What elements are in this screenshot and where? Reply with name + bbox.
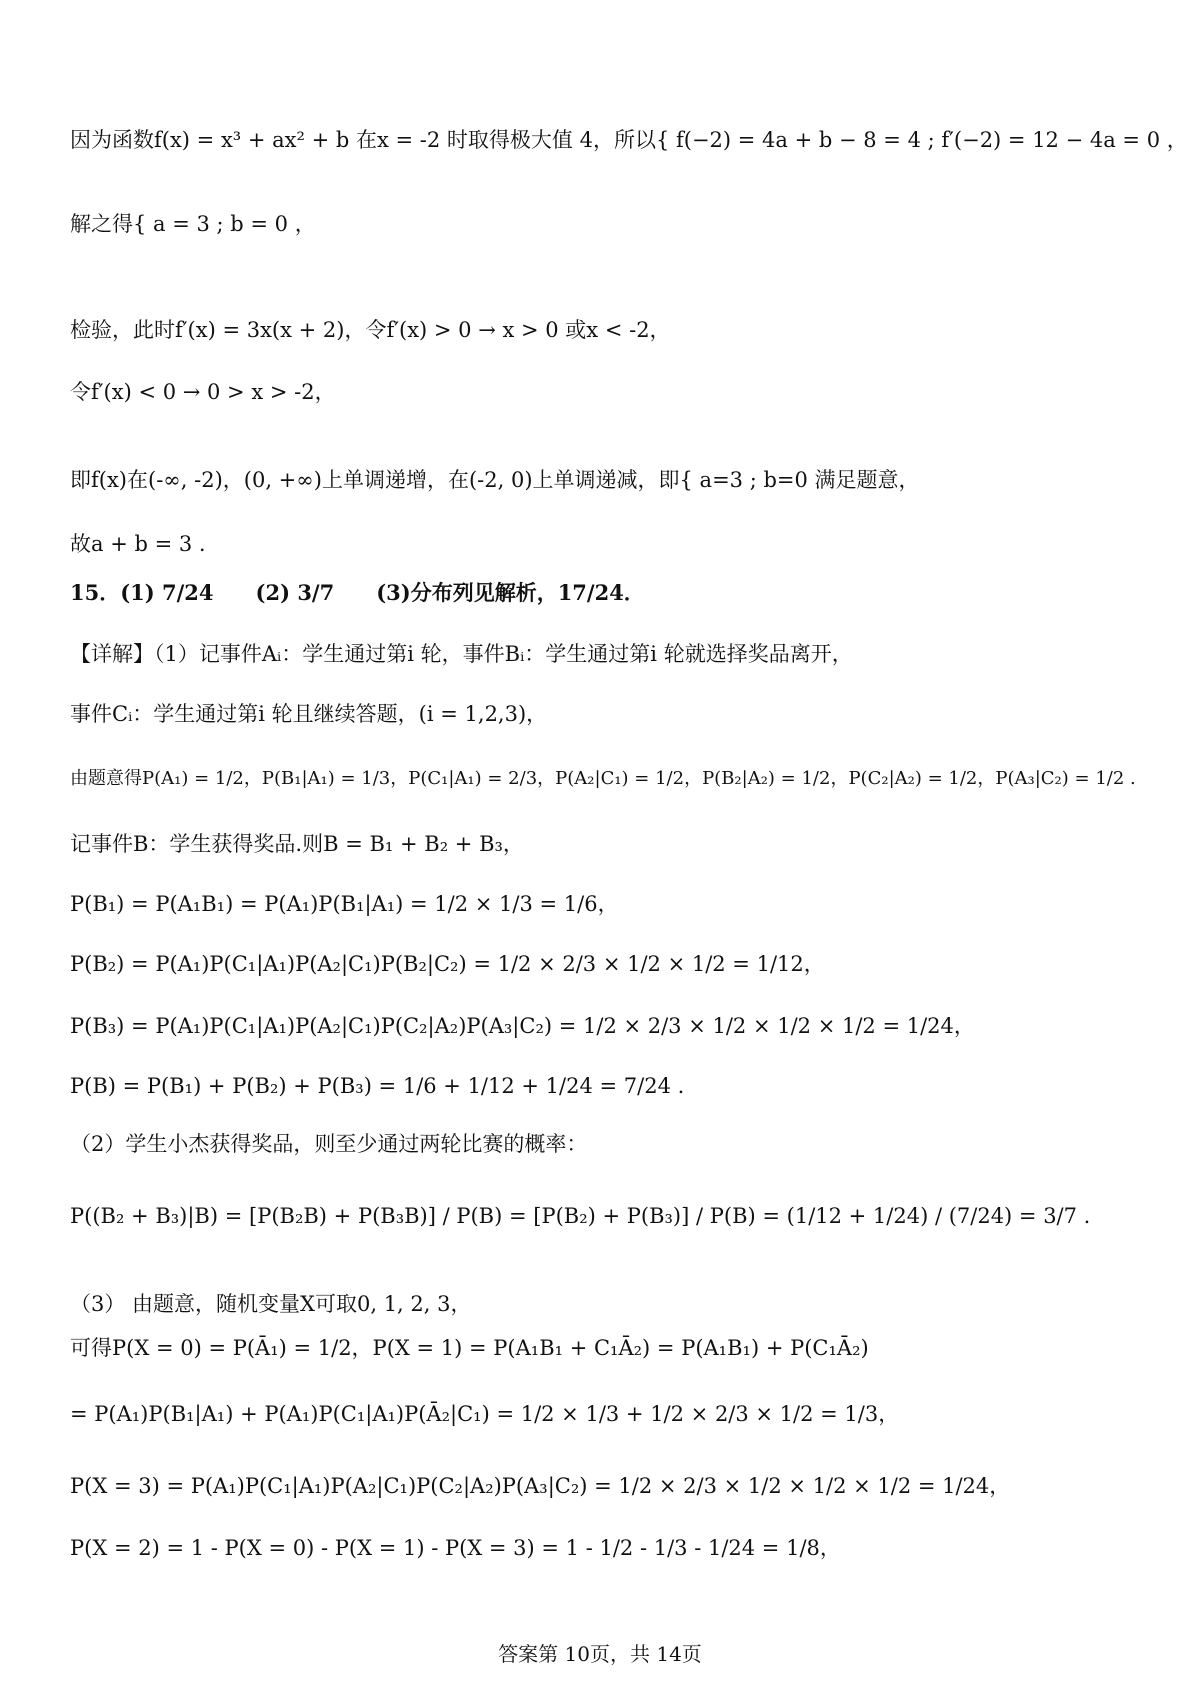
text-line-20: = P(A₁)P(B₁|A₁) + P(A₁)P(C₁|A₁)P(Ā₂|C₁) = 1/2 × 1/3 + 1/2 × 2/3 × 1/2 = 1/3，	[70, 1402, 900, 1426]
text-line-15: P(B) = P(B₁) + P(B₂) + P(B₃) = 1/6 + 1/12 + 1/24 = 7/24 .	[70, 1074, 685, 1098]
text-line-21: P(X = 3) = P(A₁)P(C₁|A₁)P(A₂|C₁)P(C₂|A₂)P(A₃|C₂) = 1/2 × 2/3 × 1/2 × 1/2 × 1/2 = 1/24，	[70, 1474, 1011, 1498]
text-line-2: 解之得{ a = 3 ; b = 0 ，	[70, 212, 316, 236]
question-15-answers: 15．(1) 7/24 (2) 3/7 (3)分布列见解析，17/24．	[70, 580, 645, 605]
text-line-18: （3） 由题意，随机变量X可取0, 1, 2, 3，	[70, 1292, 472, 1316]
text-line-10: 由题意得P(A₁) = 1/2，P(B₁|A₁) = 1/3，P(C₁|A₁) = 2/3，P(A₂|C₁) = 1/2，P(B₂|A₂) = 1/2，P(C₂|A₂) = 1/2，P(A₃|C₂) = 1/2 .	[70, 768, 1136, 789]
text-line-4: 令f′(x) < 0 → 0 > x > -2，	[70, 380, 336, 404]
text-line-16: （2）学生小杰获得奖品，则至少通过两轮比赛的概率：	[70, 1132, 588, 1156]
detail-intro: 【详解】（1）记事件Aᵢ：学生通过第i 轮，事件Bᵢ：学生通过第i 轮就选择奖品离开，	[70, 642, 853, 666]
text-line-17: P((B₂ + B₃)|B) = [P(B₂B) + P(B₃B)] / P(B) = [P(B₂) + P(B₃)] / P(B) = (1/12 + 1/24) / (7/24) = 3/7 .	[70, 1204, 1091, 1228]
text-line-14: P(B₃) = P(A₁)P(C₁|A₁)P(A₂|C₁)P(C₂|A₂)P(A₃|C₂) = 1/2 × 2/3 × 1/2 × 1/2 × 1/2 = 1/24，	[70, 1014, 975, 1038]
text-line-13: P(B₂) = P(A₁)P(C₁|A₁)P(A₂|C₁)P(B₂|C₂) = 1/2 × 2/3 × 1/2 × 1/2 = 1/12，	[70, 952, 825, 976]
text-line-1: 因为函数f(x) = x³ + ax² + b 在x = -2 时取得极大值 4，所以{ f(−2) = 4a + b − 8 = 4 ; f′(−2) = 12 − 4a = 0 ，	[70, 128, 1188, 152]
text-line-3: 检验，此时f′(x) = 3x(x + 2)，令f′(x) > 0 → x > 0 或x < -2，	[70, 318, 671, 342]
text-line-12: P(B₁) = P(A₁B₁) = P(A₁)P(B₁|A₁) = 1/2 × 1/3 = 1/6，	[70, 892, 619, 916]
text-line-22: P(X = 2) = 1 - P(X = 0) - P(X = 1) - P(X = 3) = 1 - 1/2 - 1/3 - 1/24 = 1/8，	[70, 1536, 841, 1560]
text-line-11: 记事件B：学生获得奖品.则B = B₁ + B₂ + B₃，	[70, 832, 524, 856]
text-line-9: 事件Cᵢ：学生通过第i 轮且继续答题，(i = 1,2,3)，	[70, 702, 548, 726]
text-line-6: 故a + b = 3 .	[70, 532, 206, 556]
text-line-19: 可得P(X = 0) = P(Ā₁) = 1/2，P(X = 1) = P(A₁B₁ + C₁Ā₂) = P(A₁B₁) + P(C₁Ā₂)	[70, 1336, 869, 1360]
page-footer: 答案第 10页，共 14页	[498, 1642, 702, 1666]
text-line-5: 即f(x)在(-∞, -2)，(0, +∞)上单调递增，在(-2, 0)上单调递减，即{ a=3 ; b=0 满足题意，	[70, 468, 920, 492]
